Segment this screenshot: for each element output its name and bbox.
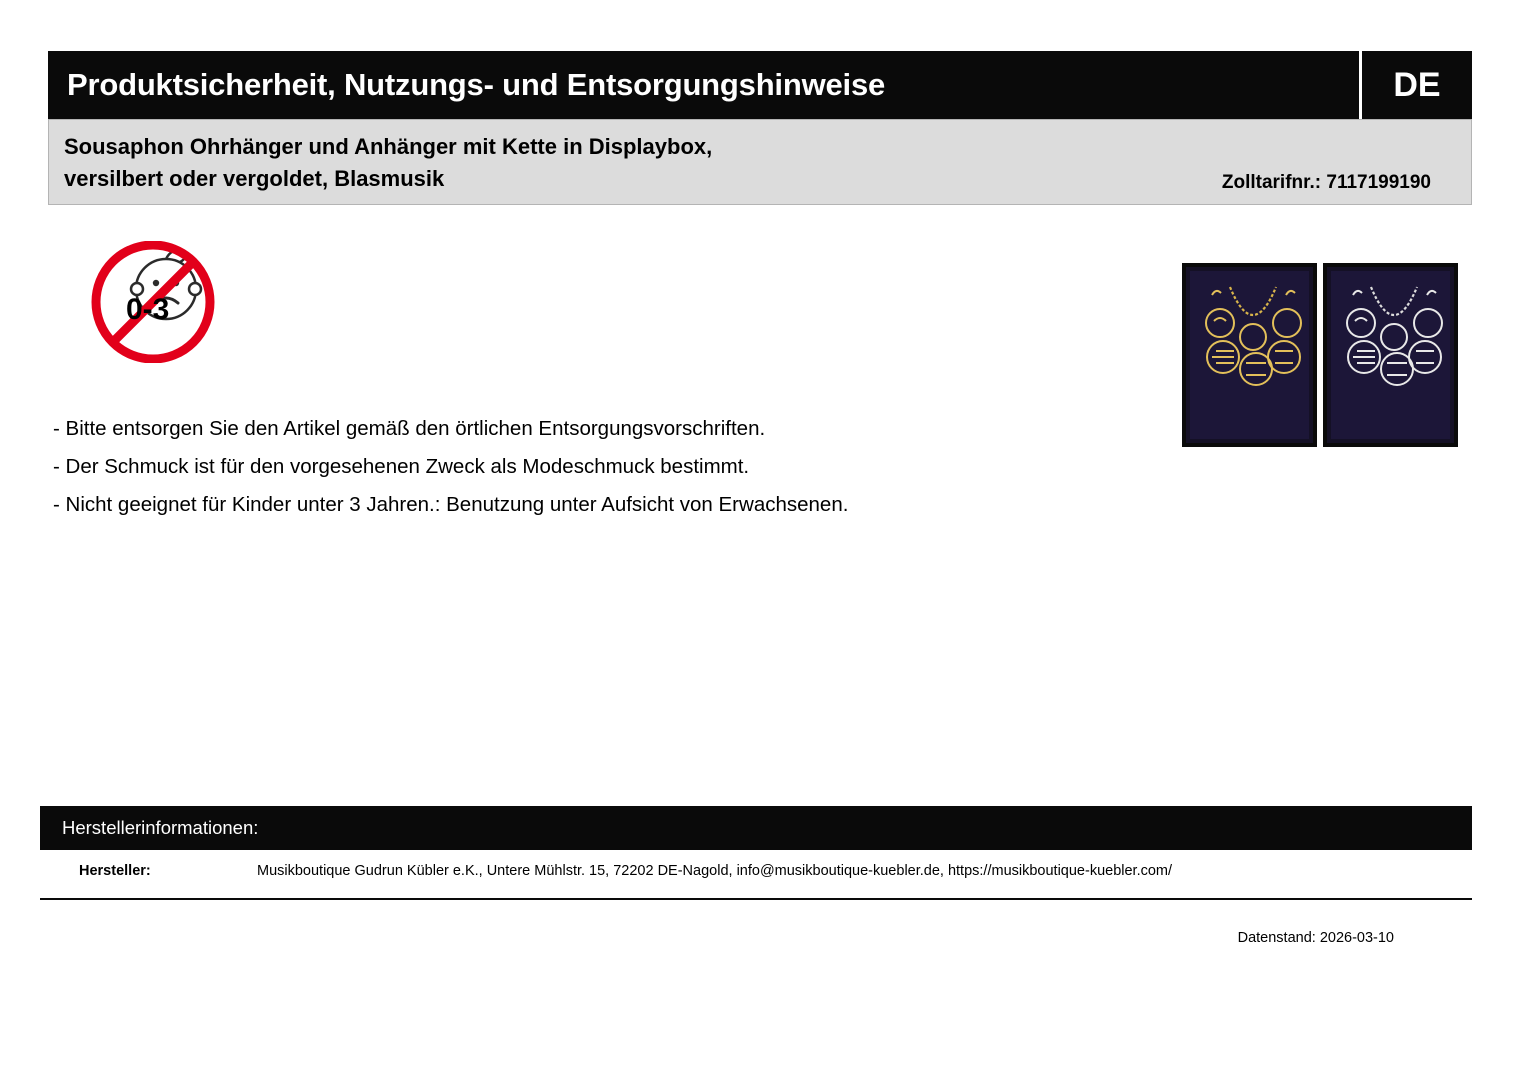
list-item: - Bitte entsorgen Sie den Artikel gemäß den örtlichen Entsorgungsvorschriften. xyxy=(53,417,766,440)
page-title: Produktsicherheit, Nutzungs- und Entsorgungshinweise xyxy=(67,67,886,102)
list-item: - Nicht geeignet für Kinder unter 3 Jahren.: Benutzung unter Aufsicht von Erwachsenen. xyxy=(53,493,849,516)
product-description xyxy=(64,131,1064,195)
manufacturer-info-header xyxy=(40,806,1472,850)
list-item: - Der Schmuck ist für den vorgesehenen Zweck als Modeschmuck bestimmt. xyxy=(53,455,750,478)
product-description-line1: Sousaphon Ohrhänger und Anhänger mit Kette in Displaybox, xyxy=(64,134,713,159)
manufacturer-info-heading: Herstellerinformationen: xyxy=(62,817,259,838)
data-status-date: Datenstand: 2026-03-10 xyxy=(1237,930,1394,946)
product-image-group xyxy=(1182,263,1458,447)
product-description-band xyxy=(48,119,1472,205)
tariff-number: Zolltarifnr.: 7117199190 xyxy=(1221,172,1431,193)
age-label: 0-3 xyxy=(126,293,170,326)
silver-jewelry-set-photo xyxy=(1323,263,1458,447)
manufacturer-label: Hersteller: xyxy=(79,863,151,879)
manufacturer-value: Musikboutique Gudrun Kübler e.K., Untere Mühlstr. 15, 72202 DE-Nagold, info@musikboutique-kuebler.de, https://musikboutique-kuebler.com/ xyxy=(257,863,1173,879)
language-code: DE xyxy=(1393,65,1441,104)
product-description-line2: versilbert oder vergoldet, Blasmusik xyxy=(64,166,445,191)
gold-jewelry-set-photo xyxy=(1182,263,1317,447)
no-children-under-three-icon xyxy=(82,241,224,363)
language-badge xyxy=(1359,51,1472,119)
header-bar xyxy=(48,51,1472,119)
manufacturer-row xyxy=(40,850,1472,900)
notes-list xyxy=(53,412,1153,526)
